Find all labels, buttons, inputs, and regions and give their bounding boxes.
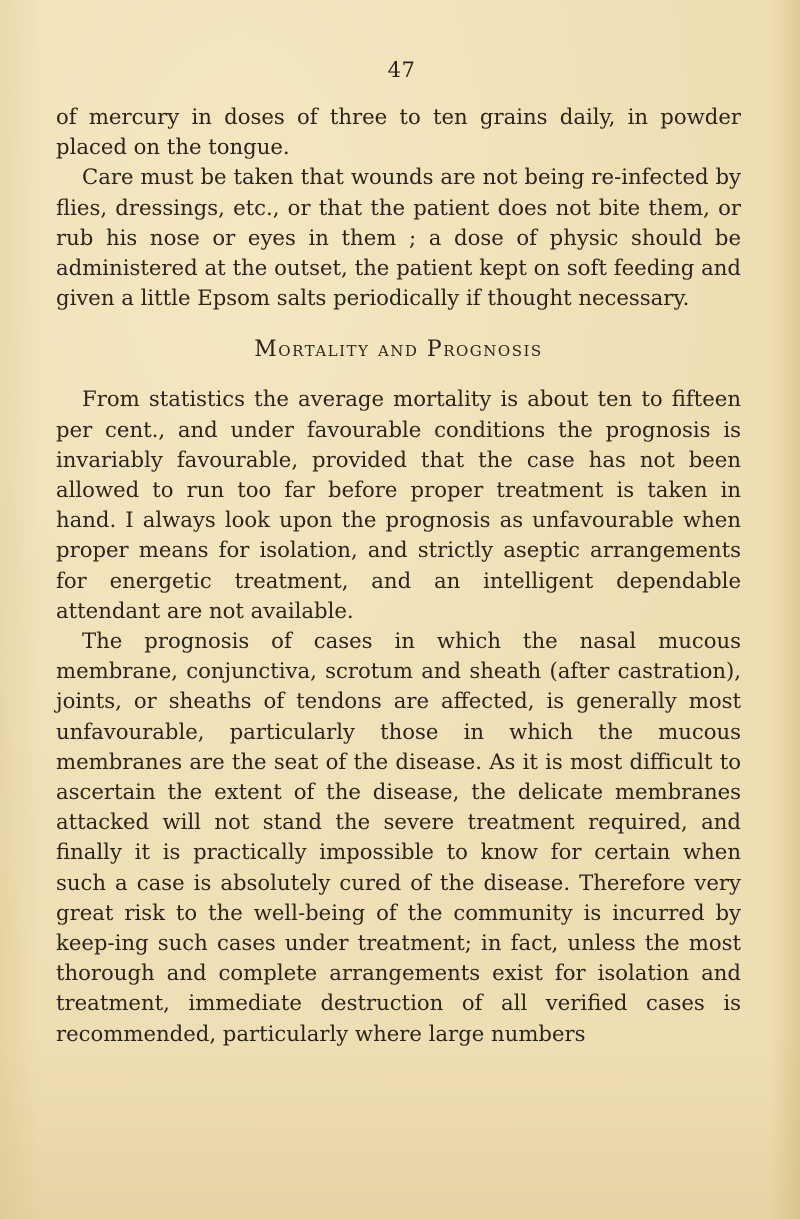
paragraph-prognosis-cases: The prognosis of cases in which the nasal mucous membrane, conjunctiva, scrotum and sheath (after castration), joints, or sheaths of tendons are affected, is generally most unfavourable, particularly those in which the mucous membranes are the seat of the disease. As it is most difficult to ascertain the extent of the disease, the delicate membranes attacked will not stand the severe treatment required, and finally it is practically impossible to know for certain when such a case is absolutely cured of the disease. Therefore very great risk to the well-being of the community is incurred by keep-ing such cases under treatment; in fact, unless the most thorough and complete arrangements exist for isolation and treatment, immediate destruction of all verified cases is recommended, particularly where large numbers xyxy=(56,628,741,1046)
section-heading-mortality-prognosis: Mortality and Prognosis xyxy=(254,337,543,363)
paragraph-care-wounds: Care must be taken that wounds are not being re-infected by flies, dressings, etc., or that the patient does not bite them, or rub his nose or eyes in them ; a dose of physic should be administered at the outset, the patient kept on soft feeding and given a little Epsom salts periodically if thought necessary. xyxy=(56,164,741,311)
book-page xyxy=(56,58,741,1049)
paragraph-mercury-doses: of mercury in doses of three to ten grains daily, in powder placed on the tongue. xyxy=(56,104,741,160)
paragraph-statistics: From statistics the average mortality is about ten to fifteen per cent., and under favourable conditions the prognosis is invariably favourable, provided that the case has not been allowed to run too far before proper treatment is taken in hand. I always look upon the prognosis as unfavourable when proper means for isolation, and strictly aseptic arrangements for energetic treatment, and an intelligent dependable attendant are not available. xyxy=(56,386,741,623)
page-number: 47 xyxy=(387,58,416,82)
